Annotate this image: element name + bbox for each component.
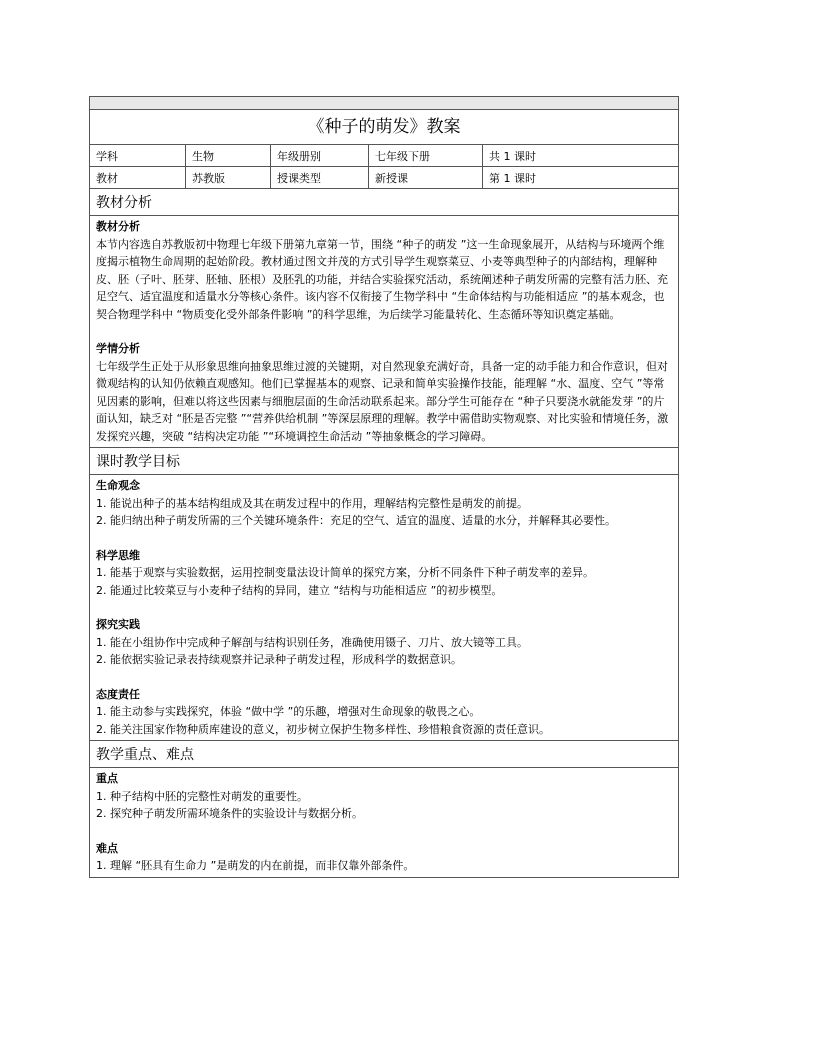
paragraph: 本节内容选自苏教版初中物理七年级下册第九章第一节，围绕 “种子的萌发 ”这一生命现象展开，从结构与环境两个维度揭示植物生命周期的起始阶段。教材通过图文并茂的方式引导学生观察菜豆、小麦等典型种子的内部结构，理解种皮、胚（子叶、胚芽、胚轴、胚根）及胚乳的功能，并结合实验探究活动，系统阐述种子萌发所需的完整有活力胚、充足空气、适宜温度和适量水分等核心条件。该内容不仅衔接了生物学科中 “生命体结构与功能相适应 ”的基本观念，也契合物理学科中 “物质变化受外部条件影响 ”的科学思维，为后续学习能量转化、生态循环等知识奠定基础。 [96, 237, 668, 321]
meta-cell: 苏教版 [186, 167, 271, 189]
list-item: 2. 能归纳出种子萌发所需的三个关键环境条件：充足的空气、适宜的温度、适量的水分，并解释其必要性。 [96, 514, 616, 527]
meta-cell: 授课类型 [271, 167, 369, 189]
paragraph: 七年级学生正处于从形象思维向抽象思维过渡的关键期，对自然现象充满好奇，具备一定的动手能力和合作意识，但对微观结构的认知仍依赖直观感知。他们已掌握基本的观察、记录和简单实验操作技能，能理解 “水、温度、空气 ”等常见因素的影响，但难以将这些因素与细胞层面的生命活动联系起来。部分学生可能存在 “种子只要浇水就能发芽 ”的片面认知，缺乏对 “胚是否完整 ”“营养供给机制 ”等深层原理的理解。教学中需借助实物观察、对比实验和情境任务，激发探究兴趣，突破 “结构决定功能 ”“环境调控生命活动 ”等抽象概念的学习障碍。 [96, 359, 669, 443]
section-body [90, 216, 678, 447]
list-item: 2. 能依据实验记录表持续观察并记录种子萌发过程，形成科学的数据意识。 [96, 653, 462, 666]
list-item: 1. 能主动参与实践探究，体验 “做中学 ”的乐趣，增强对生命现象的敬畏之心。 [96, 705, 481, 718]
meta-cell: 七年级下册 [369, 145, 483, 167]
section-heading: 教材分析 [90, 189, 678, 216]
meta-cell: 共 1 课时 [483, 145, 679, 167]
section-heading: 教学重点、难点 [90, 741, 678, 768]
list-item: 1. 能基于观察与实验数据，运用控制变量法设计简单的探究方案，分析不同条件下种子萌发率的差异。 [96, 566, 594, 579]
section-body [90, 768, 678, 877]
meta-cell: 学科 [90, 145, 186, 167]
title-bar [89, 96, 679, 109]
list-item: 1. 能在小组协作中完成种子解剖与结构识别任务，准确使用镊子、刀片、放大镜等工具。 [96, 635, 528, 649]
list-item: 1. 种子结构中胚的完整性对萌发的重要性。 [96, 789, 308, 803]
section-key-points [89, 741, 679, 878]
list-item: 1. 能说出种子的基本结构组成及其在萌发过程中的作用，理解结构完整性是萌发的前提。 [96, 496, 528, 510]
meta-table [89, 144, 679, 189]
meta-row [90, 145, 679, 167]
list-item: 2. 能关注国家作物种质库建设的意义，初步树立保护生物多样性、珍惜粮食资源的责任意识。 [96, 722, 550, 736]
subheading: 生命观念 [96, 479, 140, 492]
page-title: 《种子的萌发》教案 [89, 109, 679, 144]
list-item: 2. 探究种子萌发所需环境条件的实验设计与数据分析。 [96, 807, 363, 820]
subheading: 难点 [96, 841, 118, 855]
meta-cell: 教材 [90, 167, 186, 189]
section-heading: 课时教学目标 [90, 448, 678, 475]
meta-row [90, 167, 679, 189]
subheading: 重点 [96, 772, 118, 785]
subheading: 学情分析 [96, 342, 140, 355]
meta-cell: 生物 [186, 145, 271, 167]
meta-cell: 第 1 课时 [483, 167, 679, 189]
meta-cell: 年级册别 [271, 145, 369, 167]
list-item: 1. 理解 “胚具有生命力 ”是萌发的内在前提，而非仅靠外部条件。 [96, 859, 415, 872]
meta-cell: 新授课 [369, 167, 483, 189]
section-body [90, 475, 678, 740]
section-objectives [89, 448, 679, 741]
subheading: 态度责任 [96, 687, 140, 701]
list-item: 2. 能通过比较菜豆与小麦种子结构的异同，建立 “结构与功能相适应 ”的初步模型。 [96, 583, 503, 597]
lesson-plan-page [89, 96, 679, 878]
subheading: 探究实践 [96, 618, 140, 631]
subheading: 教材分析 [96, 220, 140, 233]
subheading: 科学思维 [96, 548, 140, 562]
section-material-analysis [89, 189, 679, 448]
